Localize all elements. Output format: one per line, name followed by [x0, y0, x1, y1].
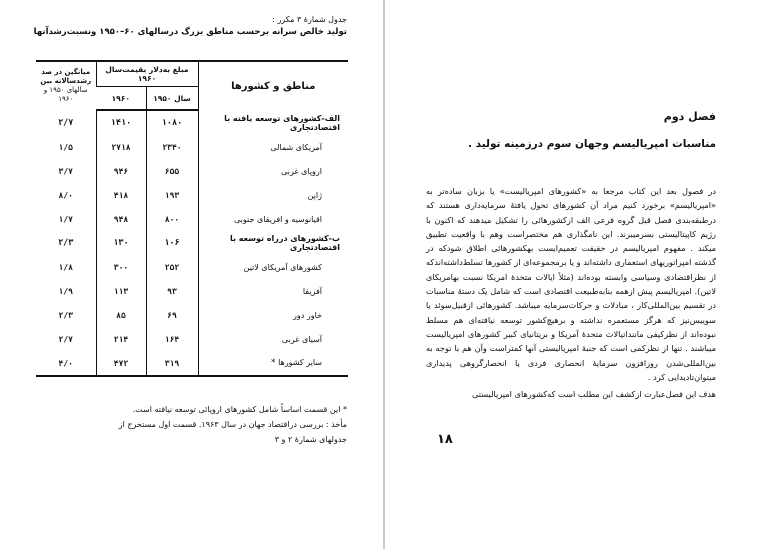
value-1950: ۶۵۵ [146, 159, 198, 183]
row-region-name [198, 135, 348, 159]
growth-rate: ۸/۰ [58, 190, 73, 200]
growth-rate: ۳/۷ [58, 166, 73, 176]
footnote-star-mark: * [271, 358, 276, 368]
growth-rate: ۲/۳ [58, 310, 73, 320]
growth-rate: ۱/۹ [58, 286, 73, 296]
value-1950: ۱۰۶ [146, 231, 198, 255]
paragraph: هدف این فصل‌عبارت ازکشف این مطلب است که‌کشورهای امپریالیستی [471, 389, 716, 400]
growth-rate: ۴/۰ [58, 358, 73, 368]
value-1950: ۹۳ [146, 279, 198, 303]
value-1960: ۲۱۴ [96, 327, 146, 351]
source-note-cont: جدولهای شمارهٔ ۲ و ۳ [274, 435, 347, 444]
table-row [36, 159, 348, 183]
source-note: مأخذ : بررسی دراقتصاد جهان در سال ۱۹۶۳. قسمت اول مستخرج از [118, 420, 347, 429]
row-region-name [198, 207, 348, 231]
gdp-per-capita-table [36, 60, 348, 377]
header-growth-title: میانگین در صد رشدسالانه بین [40, 68, 92, 85]
row-region-name [198, 351, 348, 376]
growth-rate: ۱/۸ [58, 262, 73, 272]
table-body [36, 110, 348, 376]
row-region-label: آمریکای شمالی [270, 142, 322, 152]
value-1960: ۹۴۸ [96, 207, 146, 231]
footnote-star: * این قسمت اساساً شامل کشورهای اروپائی توسعه نیافته است. [132, 405, 347, 414]
left-page [0, 0, 383, 549]
table-caption [27, 14, 347, 38]
table-row [36, 207, 348, 231]
value-1960: ۱۳۰ [96, 231, 146, 255]
table-notes [35, 402, 347, 447]
paragraph: در فصول بعد این کتاب مرجعا به «کشورهای امپریالیست» یا بزبان ساده‌تر به «امپریالیسم» برخورد کنیم مراد آن کشورهای تحول یافتهٔ سرمایه‌داری هستند که درطبقه‌بندی فصل قبل گروه فرعی الف ازکشورهائی را تشکیل میدهند که اکنون با رژیم کاپیتالیستی بسرمیبرند. این نامگذاری هم مختصراست وهم با واقعیت تطبیق میکند . مفهوم امپریالیسم در حقیقت تعمیم‌ایست بهکشورهائی اطلاق شودکه در گذشته امپراتوریهای استعماری داشته‌اند و یا برمجموعه‌ای از کشورها تسلط‌داشته‌اندکه از نظراقتصادی وسیاسی وابسته بوده‌اند (مثلاً ایالات متحدهٔ امریکا نسبت بهامریکای لاتین). امپریالیسم پیش ازهمه بنابه‌طبیعت اقتصادی است که شامل یک دستهٔ مناسبات در تقسیم بین‌المللی‌کار ، مبادلات و حرکات‌سرمایه میباشد. کشورهائی ازقبیل‌سوئد یا سوییس‌نیز که هرگز مستعمره نداشته و برهیچ‌کشور توسعه نیافته‌ای هم مسلط نبوده‌اند از نظرکیفی ماننداتیالات متحدهٔ آمریکا و بریتانیای کبیر کشورهای امپریالیست میباشند . تنها از نظرکمی است که جنبهٔ امپریالیستی آنها کمتراست وآن‌ هم با توجه به بین‌المللی‌شدن روزافزون سرمایهٔ انحصاری فردی یا انحصارگروهی پدیداری میتوان‌تادیدایی کرد . [426, 186, 716, 382]
growth-rate: ۲/۷ [58, 117, 74, 128]
growth-rate: ۱/۷ [58, 214, 73, 224]
page-number: ۱۸ [437, 432, 453, 447]
row-region-label: اقیانوسیه و افریقای جنوبی [234, 214, 322, 224]
table-row [36, 231, 348, 255]
table-row [36, 303, 348, 327]
value-1960: ۴۷۲ [96, 351, 146, 376]
value-1950: ۸۰۰ [146, 207, 198, 231]
table-title: تولید خالص سرانه برحسب مناطق بزرگ درسالهای ۶۰–۱۹۵۰ ونسبت‌رشدآنها [33, 27, 347, 37]
value-1960: ۹۴۶ [96, 159, 146, 183]
growth-rate: ۱/۵ [58, 142, 73, 152]
row-region-name [198, 159, 348, 183]
value-1950: ۱۰۸۰ [146, 110, 198, 135]
table-row [36, 327, 348, 351]
row-region-name [198, 255, 348, 279]
right-page [385, 0, 768, 549]
row-region-name [198, 279, 348, 303]
row-region-label: خاور دور [293, 310, 322, 320]
value-1950: ۱۹۳ [146, 183, 198, 207]
table-row [36, 110, 348, 135]
value-1960: ۴۱۸ [96, 183, 146, 207]
table-row [36, 255, 348, 279]
table-row [36, 351, 348, 376]
header-growth-years: سالهای ۱۹۵۰ و ۱۹۶۰ [43, 86, 88, 103]
table-row [36, 183, 348, 207]
chapter-subtitle: مناسبات امپریالیسم وجهان سوم درزمینه تولید . [468, 138, 716, 150]
row-region-label: سایر کشورها [278, 358, 322, 367]
row-region-name [198, 231, 348, 255]
row-region-name [198, 183, 348, 207]
value-1950: ۲۳۴۰ [146, 135, 198, 159]
header-growth [36, 61, 96, 110]
chapter-title: فصل دوم [663, 110, 716, 123]
row-region-label: اروپای غربی [281, 166, 322, 176]
growth-rate: ۲/۳ [58, 238, 74, 248]
header-amount-group: مبلغ به‌دلار بقیمت‌سال ۱۹۶۰ [96, 61, 198, 87]
header-1960: ۱۹۶۰ [96, 87, 146, 111]
value-1950: ۲۵۲ [146, 255, 198, 279]
value-1960: ۱۱۳ [96, 279, 146, 303]
growth-rate: ۲/۷ [58, 334, 73, 344]
row-region-label: ب-کشورهای درراه توسعه با اقتصادتجاری [229, 234, 340, 252]
table-row [36, 135, 348, 159]
table-number: جدول شمارهٔ ۳ مکرر : [272, 15, 347, 24]
value-1950: ۶۹ [146, 303, 198, 327]
row-region-name [198, 303, 348, 327]
value-1950: ۱۶۴ [146, 327, 198, 351]
row-region-label: آفریقا [302, 286, 322, 296]
value-1960: ۲۷۱۸ [96, 135, 146, 159]
value-1960: ۸۵ [96, 303, 146, 327]
body-text [426, 184, 716, 404]
table-row [36, 279, 348, 303]
value-1960: ۳۰۰ [96, 255, 146, 279]
row-region-label: کشورهای آمریکای لاتین [243, 262, 322, 272]
row-region-label: ژاپن [307, 190, 322, 200]
header-regions: مناطق و کشورها [198, 61, 348, 110]
row-region-label: الف-کشورهای توسعه یافته با اقتصادتجاری [224, 113, 340, 132]
row-region-label: آسیای غربی [281, 334, 322, 344]
header-1950: سال ۱۹۵۰ [146, 87, 198, 111]
row-region-name [198, 327, 348, 351]
row-region-name [198, 110, 348, 135]
value-1950: ۳۱۹ [146, 351, 198, 376]
value-1960: ۱۴۱۰ [96, 110, 146, 135]
